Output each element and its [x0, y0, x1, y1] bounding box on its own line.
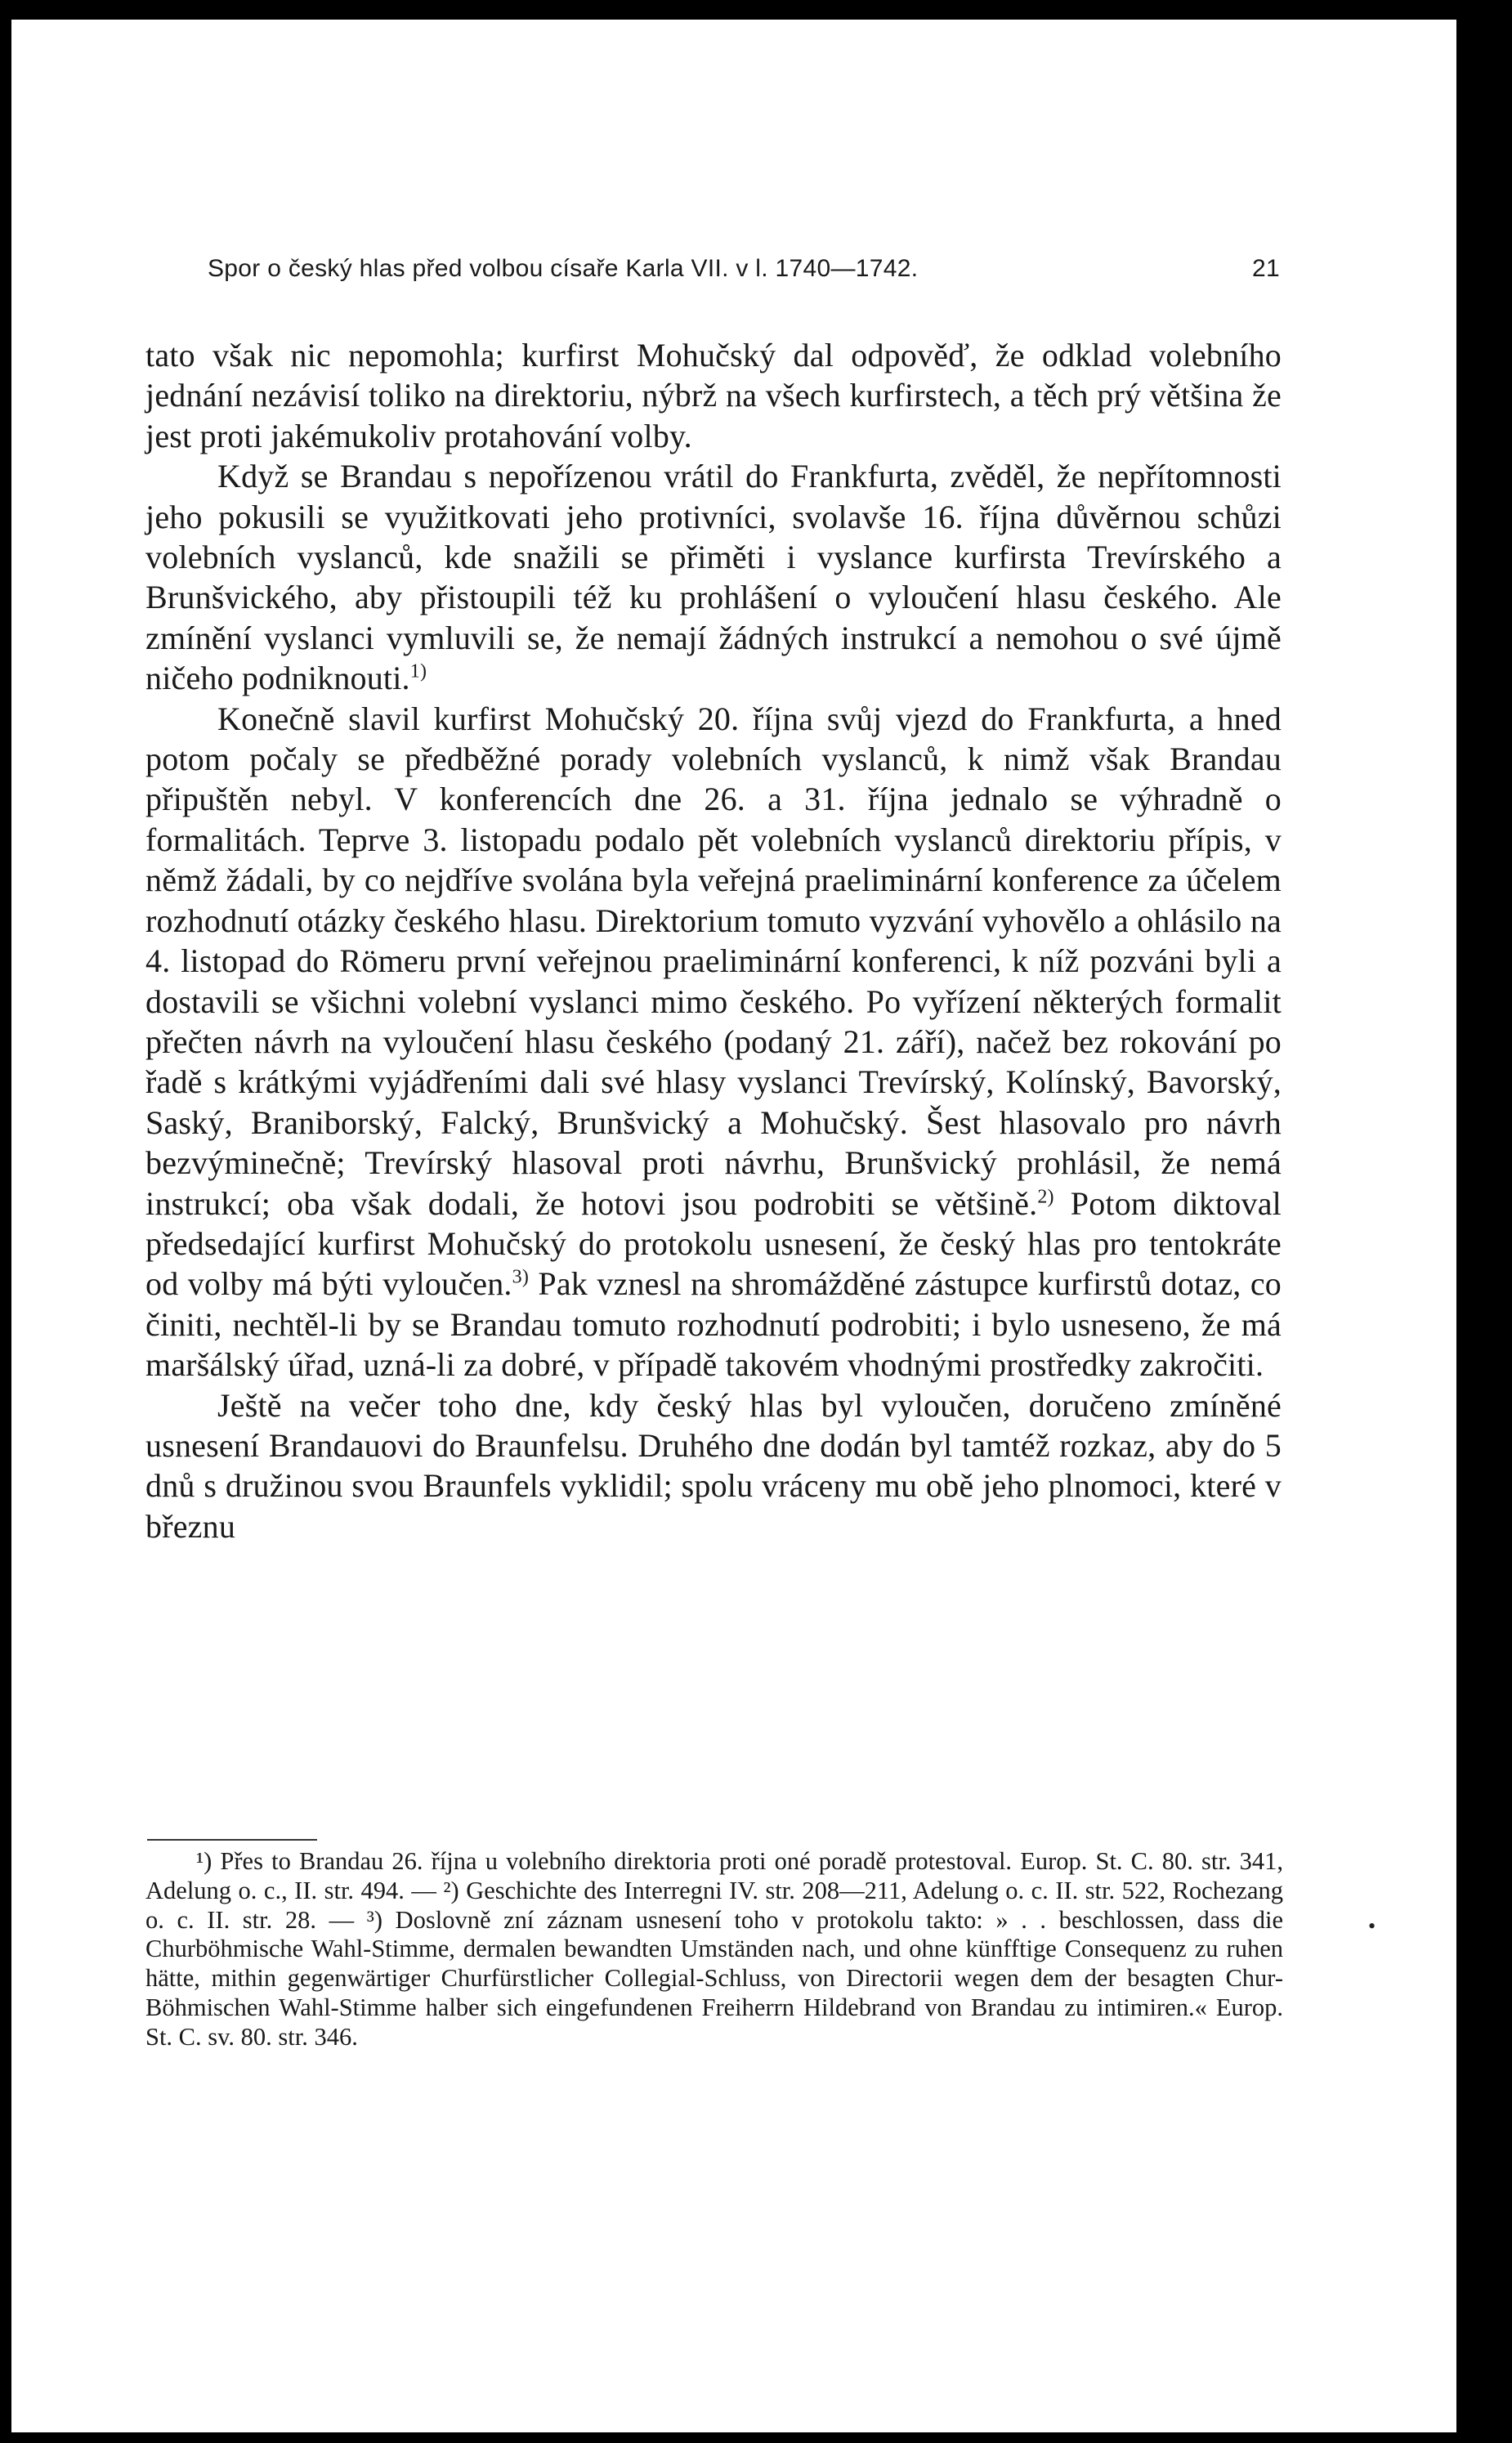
paragraph-4-text: Ještě na večer toho dne, kdy český hlas byl vyloučen, doručeno zmíněné usnesení Brandauovi do Braunfelsu. Druhého dne dodán byl tamtéž rozkaz, aby do 5 dnů s družinou svou Braunfels vyklidil; spolu vráceny mu obě jeho plnomoci, které v březnu — [145, 1386, 1282, 1545]
paragraph-2 — [145, 456, 1282, 698]
footnote-ref-3: 3) — [512, 1267, 530, 1289]
paragraph-3a-text: Konečně slavil kurfirst Mohučský 20. října svůj vjezd do Frankfurta, a hned potom počaly se předběžné porady volebních vyslanců, k nimž však Brandau připuštěn nebyl. V konferencích dne 26. a 31. října jednalo se výhradně o formalitách. Teprve 3. listopadu podalo pět volebních vyslanců direktoriu přípis, v němž žádali, by co nejdříve svolána byla veřejná praeliminární konference za účelem rozhodnutí otázky českého hlasu. Direktorium tomuto vyzvání vyhovělo a ohlásilo na 4. listopad do Römeru první veřejnou praeliminární konferenci, k níž pozváni byli a dostavili se všichni volební vyslanci mimo českého. Po vyřízení některých formalit přečten návrh na vyloučení hlasu českého (podaný 21. září), načež bez rokování po řadě s krátkými vyjádřeními dali své hlasy vyslanci Trevírský, Kolínský, Bavorský, Saský, Braniborský, Falcký, Brunšvický a Mohučský. Šest hlasovalo pro návrh bezvýminečně; Trevírský hlasoval proti návrhu, Brunšvický prohlásil, že nemá instrukcí; oba však dodali, že hotovi jsou podrobiti se většině. — [145, 700, 1282, 1222]
body-text — [145, 335, 1282, 1546]
book-page — [11, 20, 1456, 2432]
paragraph-1-text: tato však nic nepomohla; kurfirst Mohučský dal odpověď, že odklad volebního jednání nezávisí toliko na direktoriu, nýbrž na všech kurfirstech, a těch prý většina že jest proti jakémukoliv protahování volby. — [145, 337, 1282, 454]
paragraph-4 — [145, 1385, 1282, 1547]
paragraph-3 — [145, 699, 1282, 1385]
paragraph-2-text: Když se Brandau s nepořízenou vrátil do Frankfurta, zvěděl, že nepřítomnosti jeho pokusili se využitkovati jeho protivníci, svolavše 16. října důvěrnou schůzi volebních vyslanců, kde snažili se přiměti i vyslance kurfirsta Trevírského a Brunšvického, aby přistoupili též ku prohlášení o vyloučení hlasu českého. Ale zmínění vyslanci vymluvili se, že nemají žádných instrukcí a nemohou o své újmě ničeho podniknouti. — [145, 458, 1282, 697]
paragraph-3c-text: Pak vznesl na shromážděné zástupce kurfirstů dotaz, co činiti, nechtěl-li by se Brandau tomuto rozhodnutí podrobiti; i bylo usneseno, že má maršálský úřad, uzná-li za dobré, v případě takovém vhodnými prostředky zakročiti. — [145, 1265, 1282, 1384]
margin-mark: • — [1368, 1914, 1376, 1938]
paragraph-1 — [145, 335, 1282, 456]
running-title: Spor o český hlas před volbou císaře Karla VII. v l. 1740—1742. — [208, 255, 919, 282]
footnote-ref-1: 1) — [409, 660, 427, 682]
paragraph-3b-text: Potom diktoval předsedající kurfirst Mohučský do protokolu usnesení, že český hlas pro tentokráte od volby má býti vyloučen. — [145, 1184, 1282, 1303]
footnotes-text: ¹) Přes to Brandau 26. října u volebního direktoria proti oné poradě protestoval. Europ. St. C. 80. str. 341, Adelung o. c., II. str. 494. — ²) Geschichte des Interregni IV. str. 208—211, Adelung o. c. II. str. 522, Rochezang o. c. II. str. 28. — ³) Doslovně zní záznam usnesení toho v protokolu takto: » . . beschlossen, dass die Churböhmische Wahl-Stimme, dermalen bewandten Umständen nach, und ohne künfftige Consequenz zu ruhen hätte, mithin gegenwärtiger Churfürstlicher Collegial-Schluss, von Directorii wegen dem der besagten Chur-Böhmischen Wahl-Stimme halber sich eingefundenen Freiherrn Hildebrand von Brandau zu intimiren.« Europ. St. C. sv. 80. str. 346. — [145, 1847, 1283, 2051]
footnote-ref-2: 2) — [1037, 1186, 1054, 1208]
footnotes — [145, 1847, 1283, 2052]
page-number: 21 — [1252, 255, 1280, 282]
footnote-divider — [147, 1839, 317, 1841]
